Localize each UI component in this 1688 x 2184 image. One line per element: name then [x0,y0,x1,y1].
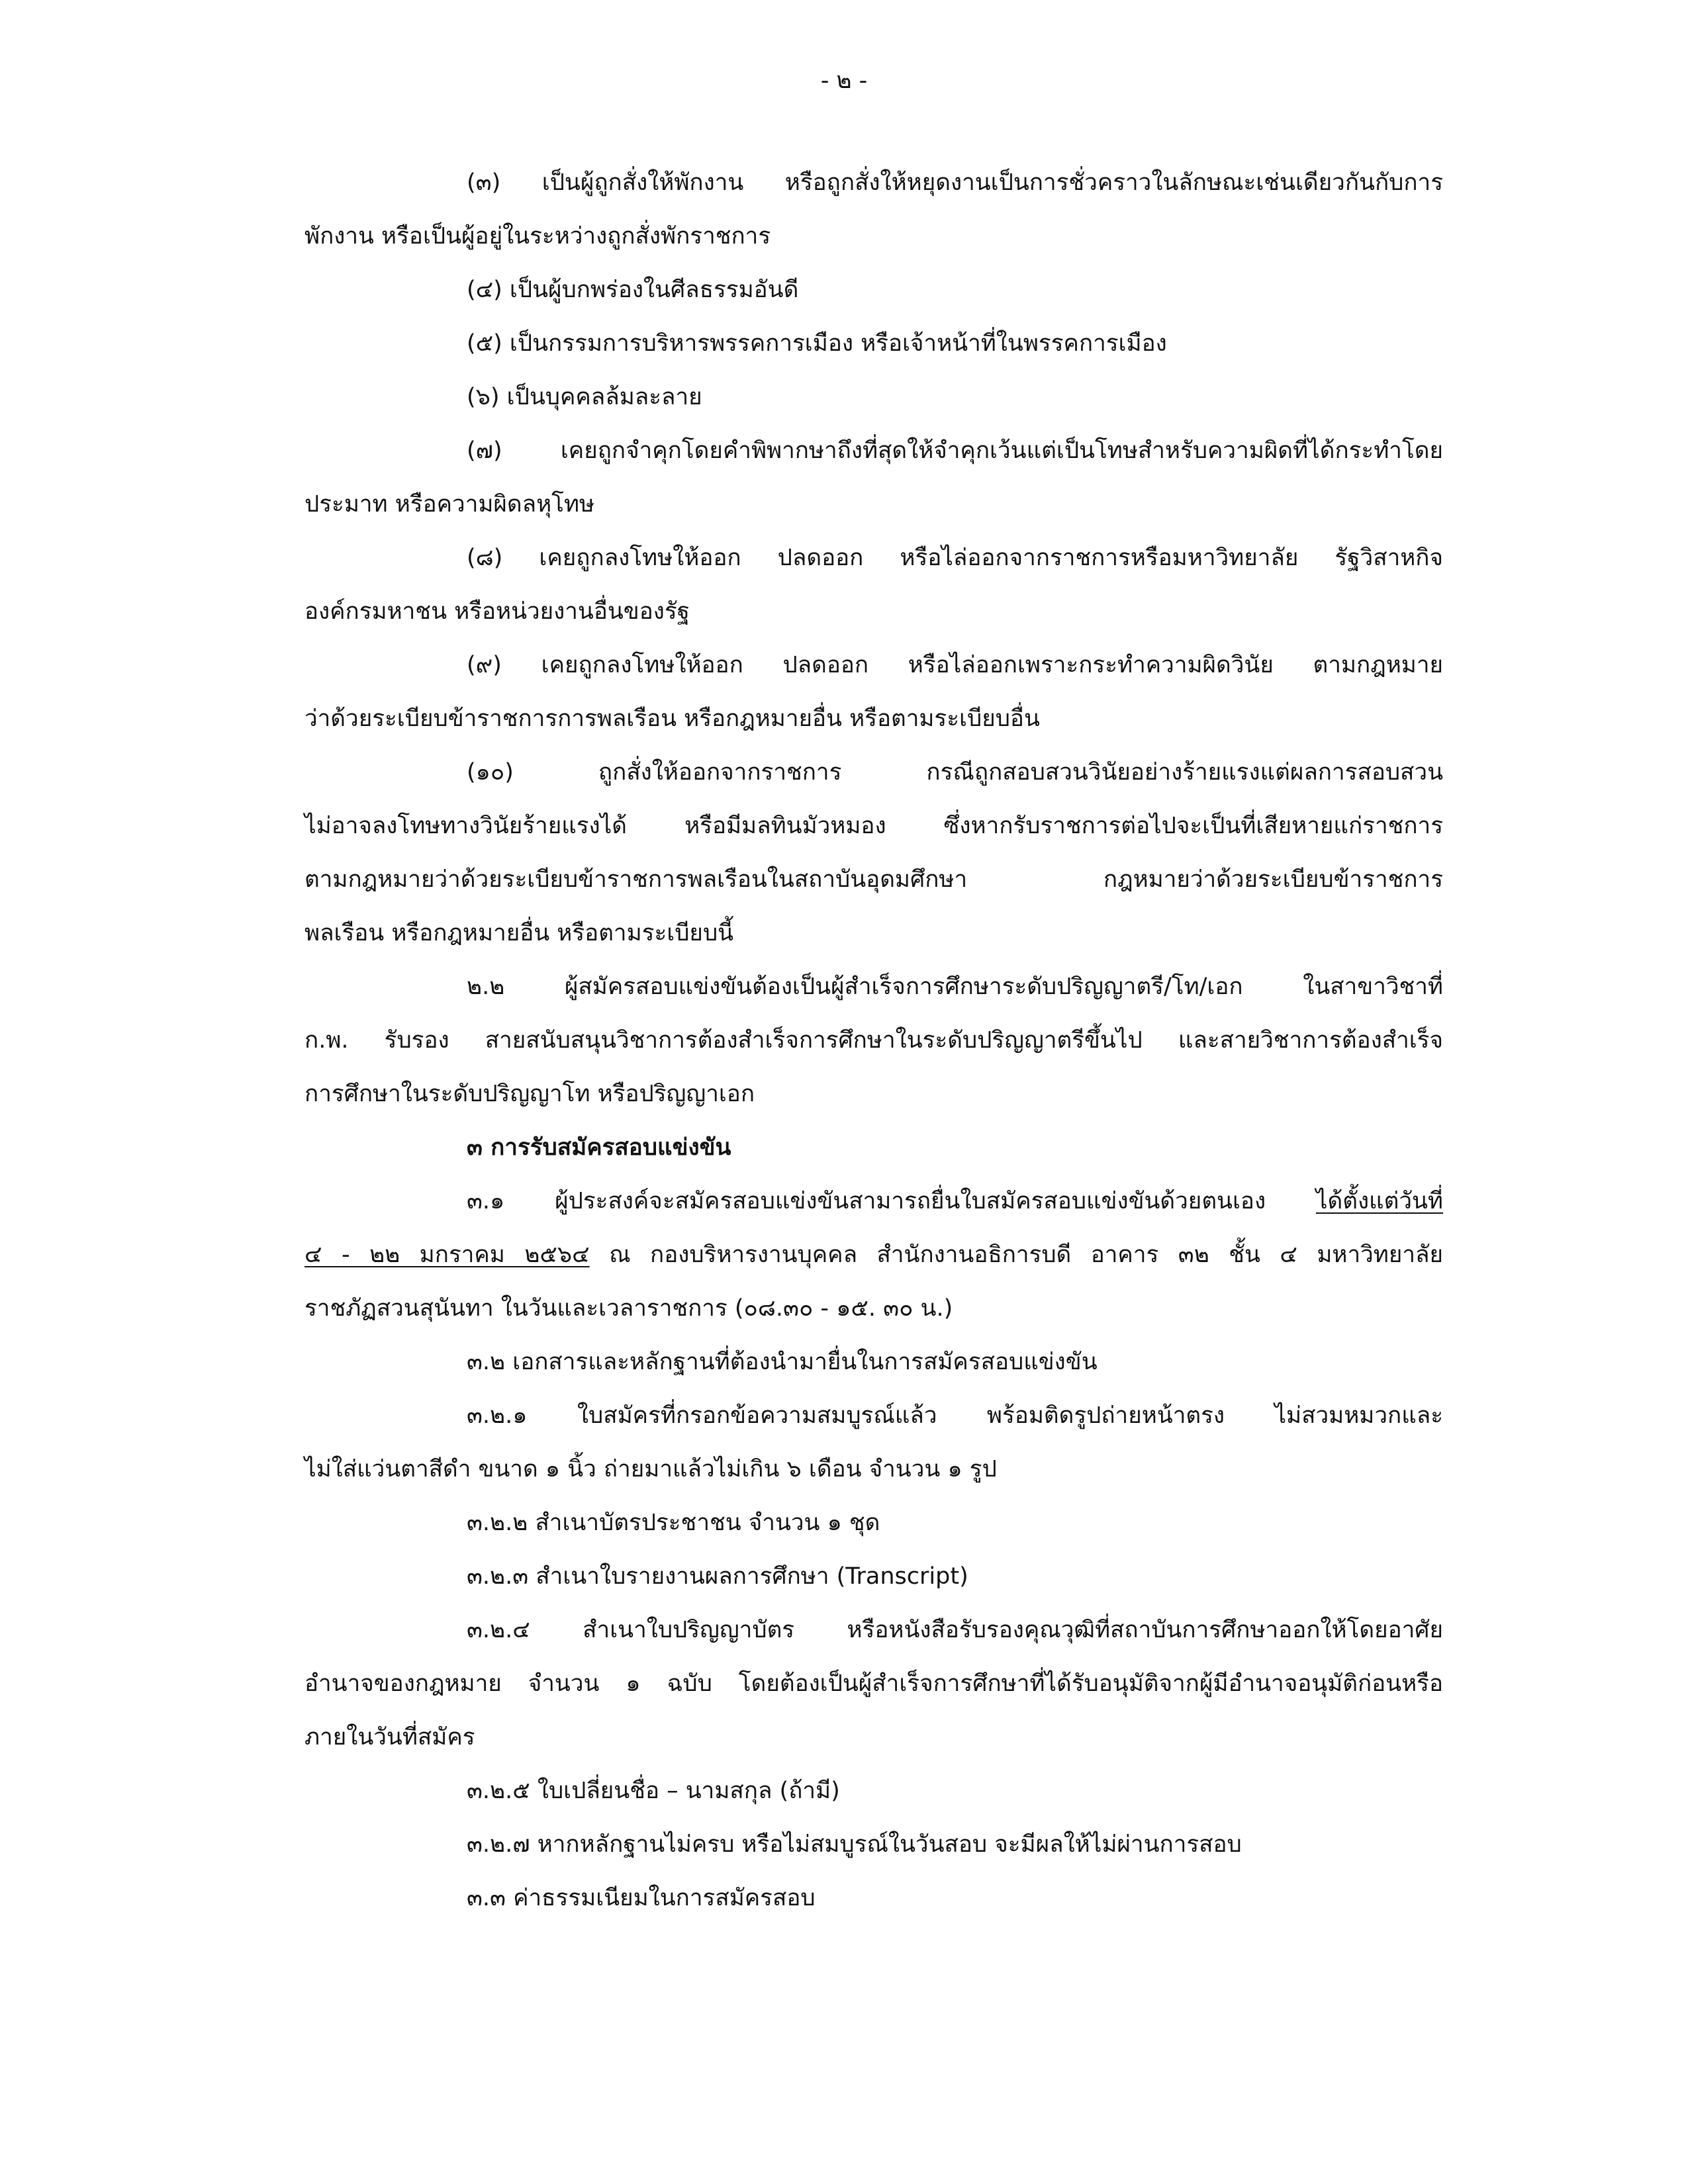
text-line: ตามกฎหมายว่าด้วยระเบียบข้าราชการพลเรือนในสถาบันอุดมศึกษา กฎหมายว่าด้วยระเบียบข้าราชการ [305,866,1443,893]
qualification-item-7 [305,424,1443,531]
section-heading: ๓ การรับสมัครสอบแข่งขัน [467,1134,731,1161]
underlined-date-range: ๔ - ๒๒ มกราคม ๒๕๖๔ [305,1242,590,1268]
text-line: ภายในวันที่สมัคร [305,1724,475,1751]
text-line: พลเรือน หรือกฎหมายอื่น หรือตามระเบียบนี้ [305,920,734,946]
qualification-2-2 [305,960,1443,1121]
text-line: อำนาจของกฎหมาย จำนวน ๑ ฉบับ โดยต้องเป็นผู้สำเร็จการศึกษาที่ได้รับอนุมัติจากผู้มีอำนาจอนุมัติก่อนหรือ [305,1670,1443,1697]
text-line: ก.พ. รับรอง สายสนับสนุนวิชาการต้องสำเร็จการศึกษาในระดับปริญญาตรีขึ้นไป และสายวิชาการต้องสำเร็จ [305,1027,1443,1054]
text-line: ๓.๒.๒ สำเนาบัตรประชาชน จำนวน ๑ ชุด [467,1510,880,1536]
text-line: พักงาน หรือเป็นผู้อยู่ในระหว่างถูกสั่งพักราชการ [305,223,771,250]
text-line: องค์กรมหาชน หรือหน่วยงานอื่นของรัฐ [305,598,690,625]
section-3-2-7 [305,1818,1443,1872]
section-3-1 [305,1175,1443,1336]
qualification-item-9 [305,639,1443,746]
text-line: ราชภัฏสวนสุนันทา ในวันและเวลาราชการ (๐๘.๓๐ - ๑๕. ๓๐ น.) [305,1295,953,1322]
text-line: ๓.๒.๕ ใบเปลี่ยนชื่อ – นามสกุล (ถ้ามี) [467,1778,840,1804]
text-line: (๕) เป็นกรรมการบริหารพรรคการเมือง หรือเจ้าหน้าที่ในพรรคการเมือง [467,330,1167,357]
section-3-2 [305,1336,1443,1389]
section-3-2-1 [305,1389,1443,1496]
section-3-2-2 [305,1496,1443,1550]
text-line [305,1228,1443,1282]
text-line: (๗) เคยถูกจำคุกโดยคำพิพากษาถึงที่สุดให้จำคุกเว้นแต่เป็นโทษสำหรับความผิดที่ได้กระทำโดย [467,437,1443,464]
page-number: - ๒ - [820,68,868,94]
text-line: ๓.๒.๓ สำเนาใบรายงานผลการศึกษา (Transcript) [467,1563,968,1590]
text-line: (๔) เป็นผู้บกพร่องในศีลธรรมอันดี [467,277,799,303]
text-line: (๖) เป็นบุคคลล้มละลาย [467,384,702,410]
text-line: ไม่ใส่แว่นตาสีดำ ขนาด ๑ นิ้ว ถ่ายมาแล้วไม่เกิน ๖ เดือน จำนวน ๑ รูป [305,1456,997,1482]
text-line: ประมาท หรือความผิดลหุโทษ [305,491,595,518]
text-line: (๙) เคยถูกลงโทษให้ออก ปลดออก หรือไล่ออกเพราะกระทำความผิดวินัย ตามกฎหมาย [467,652,1443,678]
qualification-item-4 [305,263,1443,317]
text-line: ๓.๒.๔ สำเนาใบปริญญาบัตร หรือหนังสือรับรองคุณวุฒิที่สถาบันการศึกษาออกให้โดยอาศัย [467,1617,1443,1643]
text-line [305,1175,1443,1228]
qualification-item-10 [305,746,1443,960]
text-line: (๘) เคยถูกลงโทษให้ออก ปลดออก หรือไล่ออกจากราชการหรือมหาวิทยาลัย รัฐวิสาหกิจ [467,545,1443,571]
qualification-item-3 [305,156,1443,263]
text-line: ไม่อาจลงโทษทางวินัยร้ายแรงได้ หรือมีมลทินมัวหมอง ซึ่งหากรับราชการต่อไปจะเป็นที่เสียหายแก่ราชการ [305,813,1443,839]
qualification-item-5 [305,317,1443,371]
section-3-2-5 [305,1764,1443,1818]
section-3-2-4 [305,1604,1443,1764]
text-line: (๑๐) ถูกสั่งให้ออกจากราชการ กรณีถูกสอบสวนวินัยอย่างร้ายแรงแต่ผลการสอบสวน [467,759,1443,786]
text-segment: ณ กองบริหารงานบุคคล สำนักงานอธิการบดี อาคาร ๓๒ ชั้น ๔ มหาวิทยาลัย [589,1242,1443,1268]
section-3-3 [305,1872,1443,1925]
text-line: ๓.๓ ค่าธรรมเนียมในการสมัครสอบ [467,1885,816,1911]
text-line: ๓.๒.๑ ใบสมัครที่กรอกข้อความสมบูรณ์แล้ว พร้อมติดรูปถ่ายหน้าตรง ไม่สวมหมวกและ [467,1402,1443,1429]
text-line: ๒.๒ ผู้สมัครสอบแข่งขันต้องเป็นผู้สำเร็จการศึกษาระดับปริญญาตรี/โท/เอก ในสาขาวิชาที่ [467,974,1443,1000]
text-segment: ๓.๑ ผู้ประสงค์จะสมัครสอบแข่งขันสามารถยื่นใบสมัครสอบแข่งขันด้วยตนเอง [467,1188,1316,1214]
text-line: ๓.๒ เอกสารและหลักฐานที่ต้องนำมายื่นในการสมัครสอบแข่งขัน [467,1349,1098,1375]
document-body [305,156,1443,1925]
text-line: ๓.๒.๗ หากหลักฐานไม่ครบ หรือไม่สมบูรณ์ในวันสอบ จะมีผลให้ไม่ผ่านการสอบ [467,1831,1242,1858]
underlined-date-start: ได้ตั้งแต่วันที่ [1315,1188,1443,1214]
qualification-item-6 [305,371,1443,424]
text-line: (๓) เป็นผู้ถูกสั่งให้พักงาน หรือถูกสั่งให้หยุดงานเป็นการชั่วคราวในลักษณะเช่นเดียวกันกับการ [467,169,1443,196]
text-line: การศึกษาในระดับปริญญาโท หรือปริญญาเอก [305,1081,755,1107]
text-line: ว่าด้วยระเบียบข้าราชการการพลเรือน หรือกฎหมายอื่น หรือตามระเบียบอื่น [305,705,1040,732]
section-3-2-3 [305,1550,1443,1604]
qualification-item-8 [305,531,1443,639]
